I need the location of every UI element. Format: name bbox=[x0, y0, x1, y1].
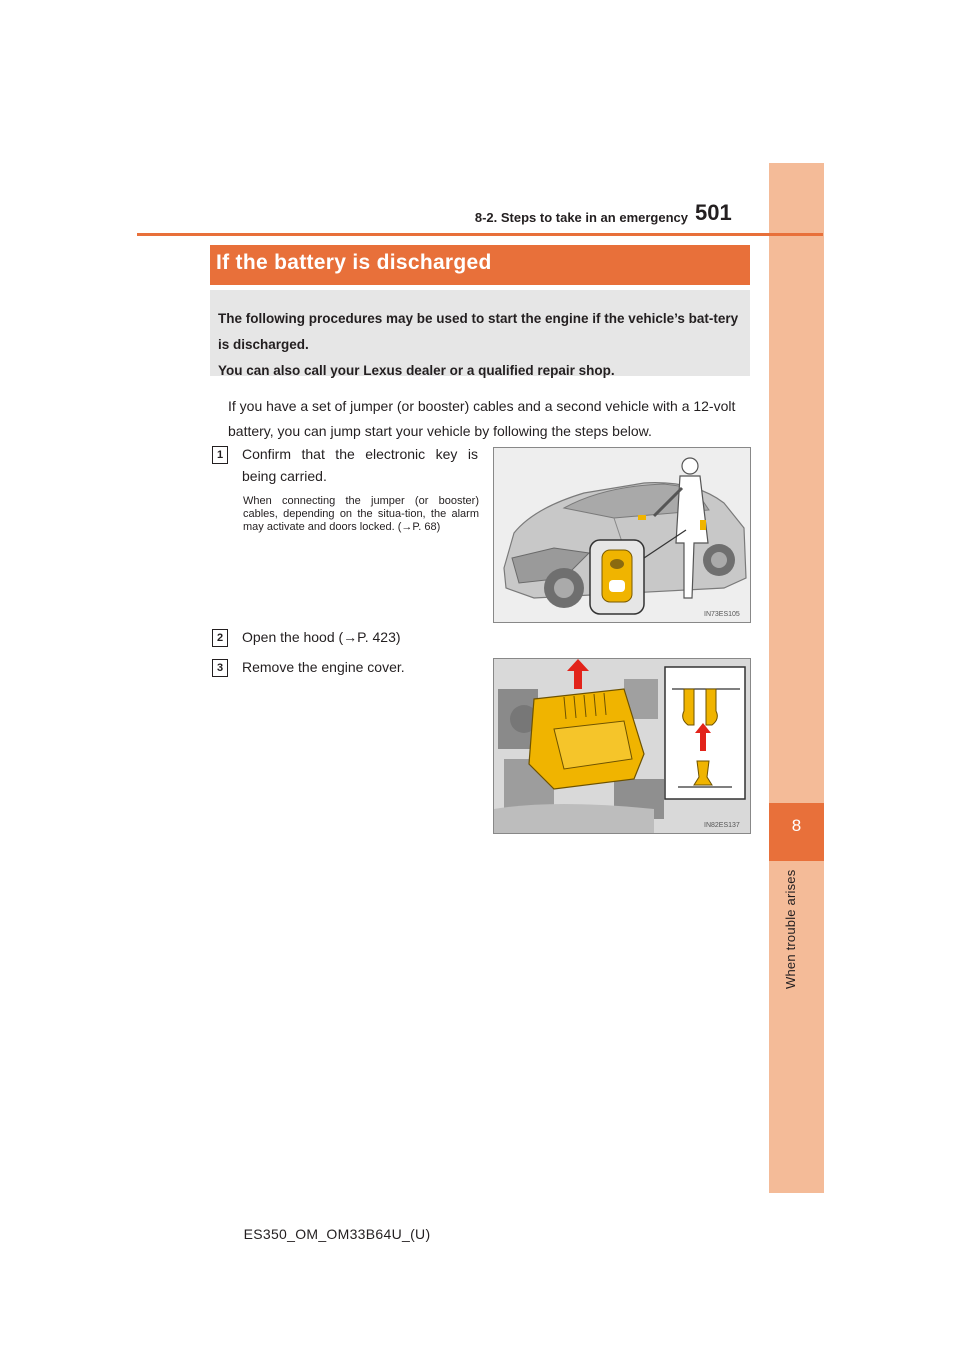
chapter-number: 8 bbox=[791, 816, 802, 835]
page-title: If the battery is discharged bbox=[216, 251, 492, 274]
step-1-note: When connecting the jumper (or booster) cables, depending on the situa-tion, the alarm may activate and doors locked. (→P. 68) bbox=[243, 495, 479, 533]
step-number-3: 3 bbox=[212, 659, 228, 677]
step-number-2: 2 bbox=[212, 629, 228, 647]
step-3-text: Remove the engine cover. bbox=[242, 659, 405, 675]
section-heading: 8-2. Steps to take in an emergency bbox=[474, 210, 688, 225]
footer bbox=[0, 1226, 960, 1242]
header-rule bbox=[137, 233, 823, 236]
figure-1-code: IN73ES105 bbox=[704, 611, 740, 618]
car-illustration bbox=[494, 448, 750, 622]
chapter-side-tab bbox=[769, 163, 824, 1193]
engine-illustration bbox=[494, 659, 750, 833]
intro-text: The following procedures may be used to start the engine if the vehicle’s bat-tery is discharged. You can also call your Lexus dealer or a qualified repair shop. bbox=[218, 311, 739, 378]
chapter-label: When trouble arises bbox=[783, 870, 798, 990]
figure-engine-cover bbox=[493, 658, 751, 834]
figure-2-code: IN82ES137 bbox=[704, 822, 740, 829]
step-2-text: Open the hood (→P. 423) bbox=[242, 629, 401, 645]
footer-code: ES350_OM_OM33B64U_(U) bbox=[243, 1226, 431, 1242]
step-number-1: 1 bbox=[212, 446, 228, 464]
body-paragraph: If you have a set of jumper (or booster) cables and a second vehicle with a 12-volt battery, you can jump start your vehicle by following the steps below. bbox=[228, 398, 736, 439]
step-1-text: Confirm that the electronic key is being carried. bbox=[242, 446, 478, 484]
page-number: 501 bbox=[695, 200, 732, 225]
figure-car-key bbox=[493, 447, 751, 623]
